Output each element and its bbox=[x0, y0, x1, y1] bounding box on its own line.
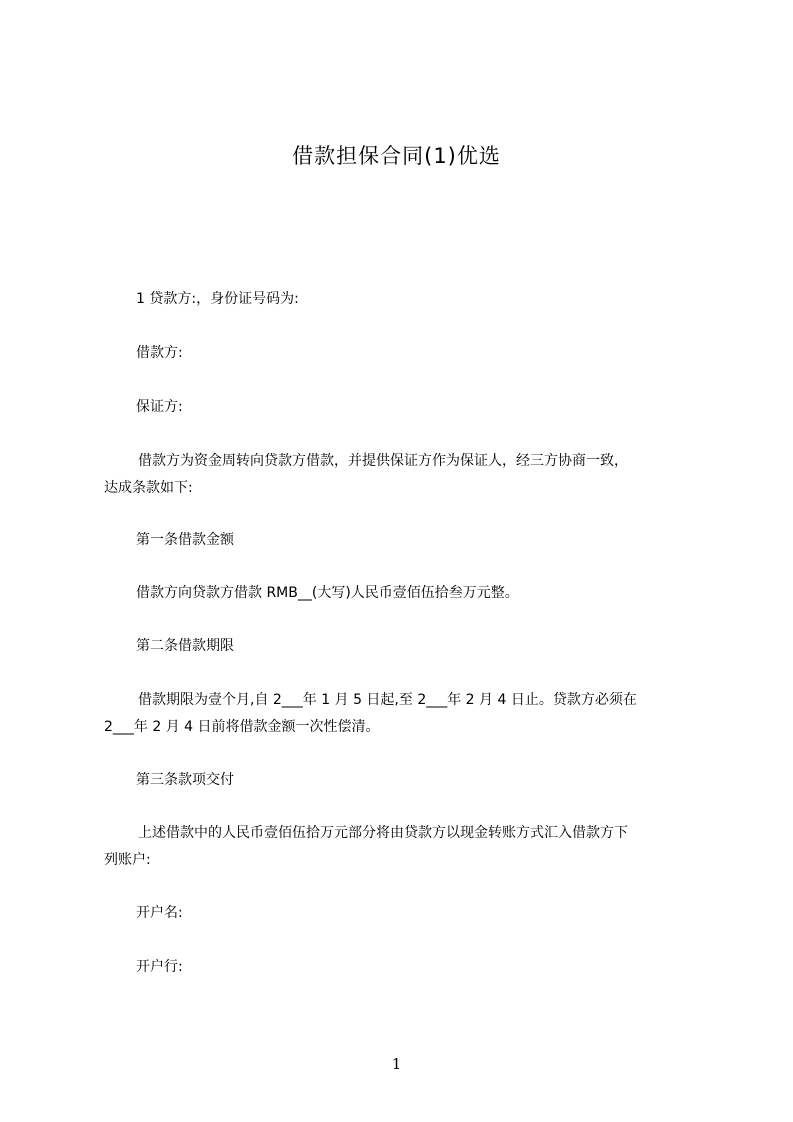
loan-amount-paragraph: 借款方向贷款方借款 RMB__(大写)人民币壹佰伍拾叁万元整。 bbox=[136, 585, 519, 601]
article-1-heading: 第一条借款金额 bbox=[136, 532, 234, 548]
article-3-heading: 第三条款项交付 bbox=[136, 772, 234, 788]
article-2-heading: 第二条借款期限 bbox=[136, 638, 234, 654]
page-number: 1 bbox=[391, 1055, 402, 1073]
account-name-paragraph: 开户名: bbox=[136, 905, 183, 921]
loan-term-line-2: 2___年 2 月 4 日前将借款金额一次性偿清。 bbox=[104, 719, 380, 735]
loan-term-line-1: 借款期限为壹个月,自 2___年 1 月 5 日起,至 2___年 2 月 4 日止。贷款方必须在 bbox=[138, 692, 637, 708]
loan-term-paragraph bbox=[104, 687, 714, 741]
agreement-intro-line-2: 达成条款如下: bbox=[104, 480, 193, 496]
payment-delivery-paragraph bbox=[104, 820, 714, 874]
agreement-intro-line-1: 借款方为资金周转向贷款方借款，并提供保证方作为保证人，经三方协商一致， bbox=[138, 453, 628, 469]
payment-delivery-line-2: 列账户: bbox=[104, 852, 151, 868]
lender-paragraph: 1 贷款方:，身份证号码为: bbox=[136, 291, 299, 307]
borrower-paragraph: 借款方: bbox=[136, 345, 183, 361]
document-title: 借款担保合同(1)优选 bbox=[292, 144, 501, 168]
payment-delivery-line-1: 上述借款中的人民币壹佰伍拾万元部分将由贷款方以现金转账方式汇入借款方下 bbox=[138, 825, 628, 841]
guarantor-paragraph: 保证方: bbox=[136, 399, 183, 415]
bank-name-paragraph: 开户行: bbox=[136, 959, 183, 975]
agreement-intro-paragraph bbox=[104, 448, 714, 502]
